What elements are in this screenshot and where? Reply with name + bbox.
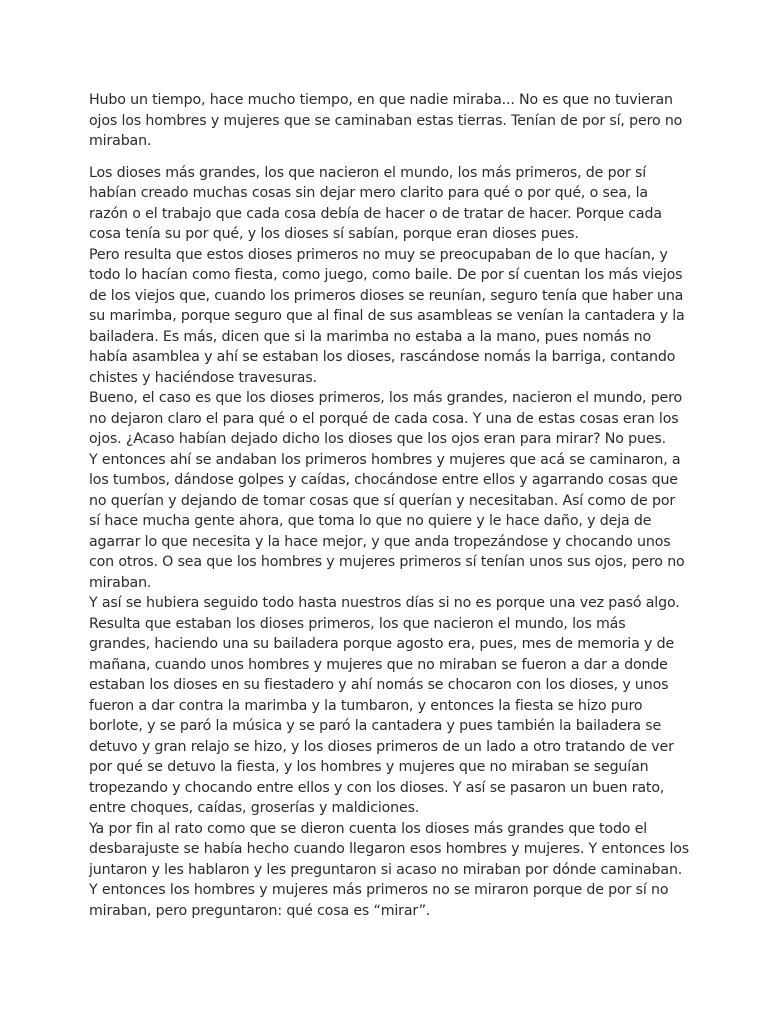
document-body — [89, 90, 689, 921]
paragraph-1: Hubo un tiempo, hace mucho tiempo, en que nadie miraba... No es que no tuvieran ojos los hombres y mujeres que se caminaban estas tierras. Tenían de por sí, pero no miraban. — [89, 92, 683, 149]
paragraph-5: Y entonces ahí se andaban los primeros hombres y mujeres que acá se caminaron, a los tumbos, dándose golpes y caídas, chocándose entre ellos y agarrando cosas que no querían y dejando de tomar cosas que sí querían y necesitaban. Así como de por sí hace mucha gente ahora, que toma lo que no quiere y le hace daño, y deja de agarrar lo que necesita y la hace mejor, y que anda tropezándose y chocando unos con otros. O sea que los hombres y mujeres primeros sí tenían unos sus ojos, pero no miraban. — [89, 451, 685, 591]
paragraph-7: Ya por fin al rato como que se dieron cuenta los dioses más grandes que todo el desbarajuste se había hecho cuando llegaron esos hombres y mujeres. Y entonces los juntaron y les hablaron y les preguntaron si acaso no miraban por dónde caminaban. Y entonces los hombres y mujeres más primeros no se miraron porque de por sí no miraban, pero preguntaron: qué cosa es “mirar”. — [89, 820, 690, 919]
paragraph-6: Y así se hubiera seguido todo hasta nuestros días si no es porque una vez pasó algo. Resulta que estaban los dioses primeros, los que nacieron el mundo, los más grandes, haciendo una su bailadera porque agosto era, pues, mes de memoria y de mañana, cuando unos hombres y mujeres que no miraban se fueron a dar a donde estaban los dioses en su fiestadero y ahí nomás se chocaron con los dioses, y unos fueron a dar contra la marimba y la tumbaron, y entonces la fiesta se hizo puro borlote, y se paró la música y se paró la cantadera y pues también la bailadera se detuvo y gran relajo se hizo, y los dioses primeros de un lado a otro tratando de ver por qué se detuvo la fiesta, y los hombres y mujeres que no miraban se seguían tropezando y chocando entre ellos y con los dioses. Y así se pasaron un buen rato, entre choques, caídas, groserías y maldiciones. — [89, 595, 680, 816]
paragraph-2: Los dioses más grandes, los que nacieron el mundo, los más primeros, de por sí habían creado muchas cosas sin dejar mero clarito para qué o por qué, o sea, la razón o el trabajo que cada cosa debía de hacer o de tratar de hacer. Porque cada cosa tenía su por qué, y los dioses sí sabían, porque eran dioses pues. — [89, 164, 662, 242]
paragraph-4: Bueno, el caso es que los dioses primeros, los más grandes, nacieron el mundo, pero no dejaron claro el para qué o el porqué de cada cosa. Y una de estas cosas eran los ojos. ¿Acaso habían dejado dicho los dioses que los ojos eran para mirar? No pues. — [89, 390, 683, 447]
paragraph-3: Pero resulta que estos dioses primeros no muy se preocupaban de lo que hacían, y todo lo hacían como fiesta, como juego, como baile. De por sí cuentan los más viejos de los viejos que, cuando los primeros dioses se reunían, seguro tenía que haber una su marimba, porque seguro que al final de sus asambleas se venían la cantadera y la bailadera. Es más, dicen que si la marimba no estaba a la mano, pues nomás no había asamblea y ahí se estaban los dioses, rascándose nomás la barriga, contando chistes y haciéndose travesuras. — [89, 246, 685, 386]
